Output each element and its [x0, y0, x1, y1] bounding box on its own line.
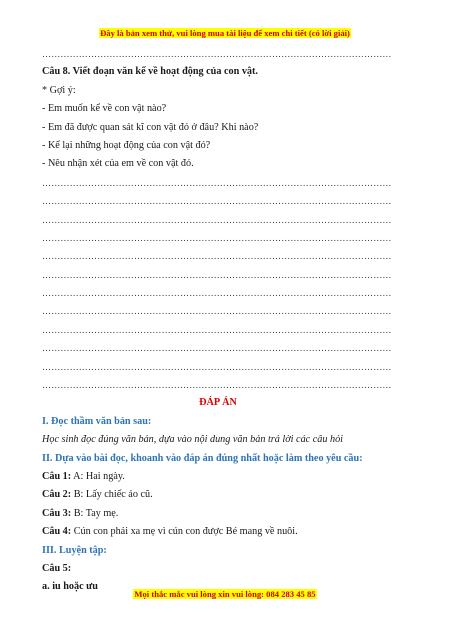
answer-line: …………………………………………………………………………………………………… [42, 177, 392, 188]
question-5a-answer: a. iu hoặc ưu [42, 581, 98, 593]
answer-line: …………………………………………………………………………………………………… [42, 251, 392, 262]
answer-line: …………………………………………………………………………………………………… [42, 269, 392, 280]
hint-item: - Em muốn kể về con vật nào? [42, 103, 167, 115]
answer-item [42, 486, 394, 504]
answer-line: …………………………………………………………………………………………………… [42, 214, 392, 225]
answer-line: …………………………………………………………………………………………………… [42, 380, 392, 391]
answer-text: B: Lấy chiếc áo cũ. [71, 489, 153, 501]
answer-line: …………………………………………………………………………………………………… [42, 232, 392, 243]
hint-heading: * Gợi ý: [42, 84, 76, 96]
answer-text: A: Hai ngày. [71, 470, 125, 482]
answer-line: …………………………………………………………………………………………………… [42, 361, 392, 372]
answer-label: Câu 2: [42, 489, 72, 501]
contact-banner [0, 589, 450, 599]
answer-line: …………………………………………………………………………………………………… [42, 306, 392, 317]
question-8-title: Câu 8. Viết đoạn văn kể về hoạt động của con vật. [42, 66, 258, 78]
answer-item [42, 523, 394, 541]
document-content [42, 45, 394, 597]
answer-item [42, 468, 394, 486]
answer-label: Câu 1: [42, 470, 72, 482]
section-1-title: I. Đọc thầm văn bản sau: [42, 415, 152, 427]
answer-line: …………………………………………………………………………………………………… [42, 49, 392, 59]
section-1-text: Học sinh đọc đúng văn bản, dựa vào nội dung văn bản trả lời các câu hỏi [42, 434, 344, 446]
section-3-title: III. Luyện tập: [42, 544, 107, 556]
hint-item: - Em đã được quan sát kĩ con vật đó ở đâu? Khi nào? [42, 121, 259, 133]
preview-banner-text: Đây là bản xem thử, vui lòng mua tài liệu để xem chi tiết (có lời giải) [100, 28, 350, 38]
section-2-title: II. Dựa vào bài đọc, khoanh vào đáp án đúng nhất hoặc làm theo yêu cầu: [42, 452, 363, 464]
answer-text: Cún con phải xa mẹ vì cún con được Bé mang về nuôi. [71, 526, 298, 538]
answer-item [42, 505, 394, 523]
hint-item: - Nêu nhận xét của em về con vật đó. [42, 158, 194, 170]
answer-line: …………………………………………………………………………………………………… [42, 196, 392, 207]
answer-text: B: Tay mẹ. [71, 507, 119, 519]
answer-label: Câu 4: [42, 526, 72, 538]
contact-banner-text: Mọi thắc mắc vui lòng xin vui lòng: 084 283 45 85 [134, 589, 316, 599]
answer-line: …………………………………………………………………………………………………… [42, 288, 392, 299]
hint-item: - Kể lại những hoạt động của con vật đó? [42, 139, 211, 151]
answer-key-heading: ĐÁP ÁN [199, 397, 237, 409]
answer-label: Câu 3: [42, 507, 72, 519]
question-5-label: Câu 5: [42, 562, 72, 574]
answer-line: …………………………………………………………………………………………………… [42, 343, 392, 354]
answer-line: …………………………………………………………………………………………………… [42, 324, 392, 335]
preview-banner [0, 28, 450, 38]
